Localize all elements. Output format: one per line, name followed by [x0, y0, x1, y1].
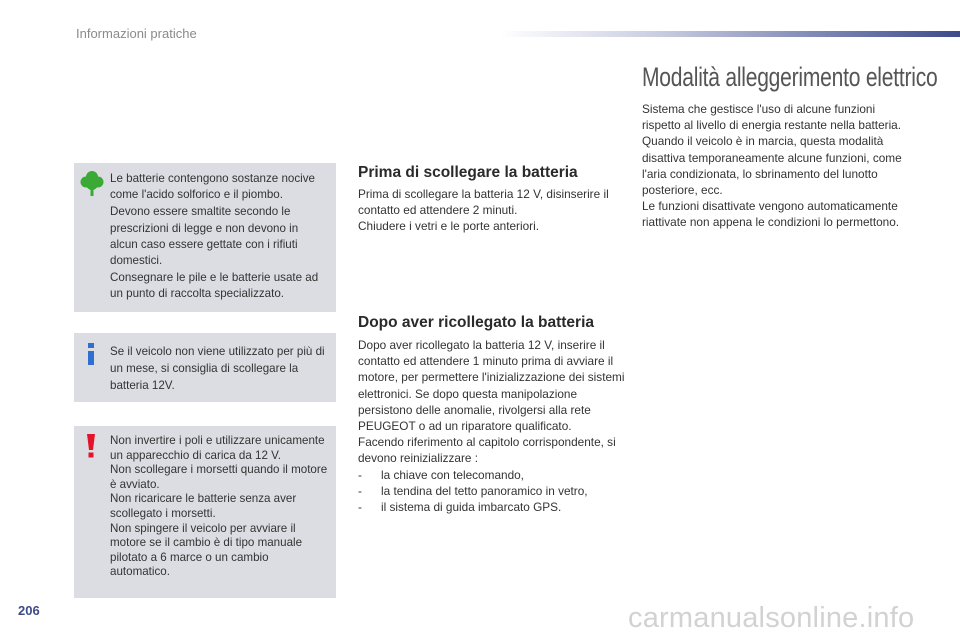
dopo-paragraph: Facendo riferimento al capitolo corrispondente, si devono reinizializzare : — [358, 435, 616, 466]
eco-paragraph: Le batterie contengono sostanze nocive come l'acido solforico e il piombo. — [110, 172, 315, 202]
reinit-list — [358, 467, 626, 516]
prima-heading: Prima di scollegare la batteria — [358, 164, 578, 181]
list-item: - il sistema di guida imbarcato GPS. — [358, 499, 626, 515]
eco-note-box — [74, 163, 336, 312]
right-paragraph: Quando il veicolo è in marcia, questa modalità disattiva temporaneamente alcune funzioni, come l'aria condizionata, lo sbrinamento del lunotto posteriore, ecc. — [642, 134, 902, 198]
watermark-text: carmanualsonline.info — [628, 602, 915, 634]
prima-paragraph: Prima di scollegare la batteria 12 V, disinserire il contatto ed attendere 2 minuti. — [358, 187, 609, 218]
right-paragraph: Le funzioni disattivate vengono automaticamente riattivate non appena le condizioni lo permettono. — [642, 199, 900, 230]
eco-paragraph: Consegnare le pile e le batterie usate ad un punto di raccolta specializzato. — [110, 271, 319, 301]
page-number: 206 — [18, 603, 40, 618]
warning-note-text — [110, 434, 328, 580]
prima-paragraph: Chiudere i vetri e le porte anteriori. — [358, 219, 539, 234]
section-label: Informazioni pratiche — [76, 26, 197, 41]
info-note-text: Se il veicolo non viene utilizzato per più di un mese, si consiglia di scollegare la batteria 12V. — [110, 345, 325, 392]
dopo-paragraph: Dopo aver ricollegato la batteria 12 V, inserire il contatto ed attendere 1 minuto prima di avviare il motore, per permettere l'inizializzazione dei sistemi elettronici. Se dopo questa manipolazione persistono delle anomalie, rivolgersi alla rete PEUGEOT o ad un riparatore qualificato. — [358, 338, 625, 434]
eco-note-text — [110, 171, 328, 303]
prima-body — [358, 186, 626, 235]
exclamation-icon — [86, 434, 96, 458]
eco-paragraph: Devono essere smaltite secondo le prescrizioni di legge e non devono in alcun caso essere gettate con i rifiuti domestici. — [110, 205, 299, 268]
dopo-heading: Dopo aver ricollegato la batteria — [358, 314, 595, 331]
right-body — [642, 101, 902, 231]
right-paragraph: Sistema che gestisce l'uso di alcune funzioni rispetto al livello di energia restante nella batteria. — [642, 102, 902, 133]
page-title: Modalità alleggerimento elettrico — [642, 62, 938, 92]
header-accent-bar — [500, 31, 960, 37]
warning-line: Non invertire i poli e utilizzare unicamente un apparecchio di carica da 12 V. — [110, 434, 325, 462]
warning-note-box — [74, 426, 336, 598]
warning-line: Non scollegare i morsetti quando il motore è avviato. — [110, 463, 328, 491]
list-item: - la chiave con telecomando, — [358, 467, 626, 483]
warning-line: Non ricaricare le batterie senza aver scollegato i morsetti. — [110, 492, 297, 520]
list-item: - la tendina del tetto panoramico in vetro, — [358, 483, 626, 499]
info-note-box — [74, 333, 336, 402]
dopo-body — [358, 337, 626, 515]
info-icon — [86, 343, 96, 365]
warning-line: Non spingere il veicolo per avviare il motore se il cambio è di tipo manuale pilotato a 6 marce o un cambio automatico. — [110, 521, 303, 579]
eco-tree-icon — [80, 169, 104, 197]
